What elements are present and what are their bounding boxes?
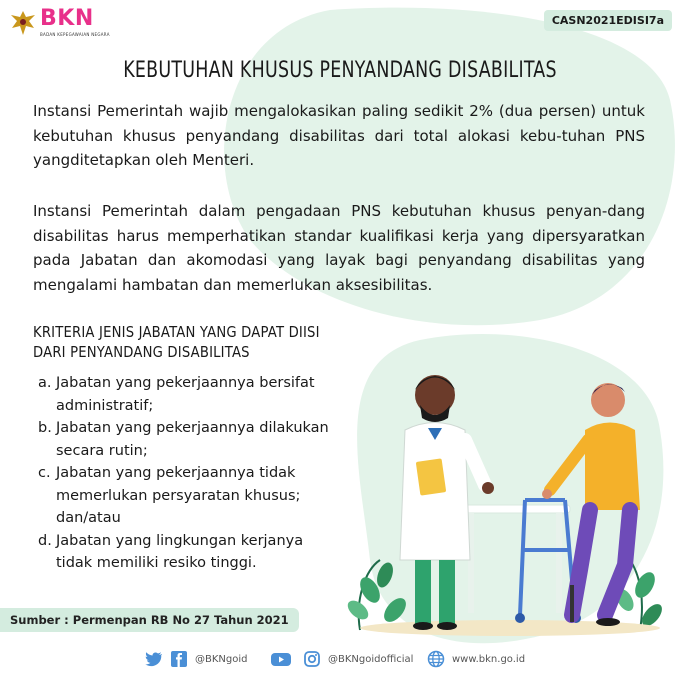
criteria-item-letter: a. [38, 375, 52, 391]
globe-icon[interactable] [427, 650, 445, 668]
social-handle-2[interactable]: @BKNgoidofficial [328, 654, 414, 665]
illustration-doctor-and-patient [340, 360, 675, 640]
twitter-icon[interactable] [145, 650, 163, 668]
criteria-heading-line1: KRITERIA JENIS JABATAN YANG DAPAT DIISI [33, 323, 320, 341]
footer-social-bar [0, 640, 680, 680]
criteria-item-line: tidak memiliki resiko tinggi. [56, 555, 257, 571]
criteria-item-line: secara rutin; [56, 442, 148, 459]
criteria-item-line: memerlukan persyaratan khusus; [56, 487, 301, 504]
criteria-item [38, 417, 378, 462]
criteria-item-text [56, 530, 303, 575]
garuda-emblem-icon [8, 8, 38, 38]
criteria-item-text [56, 417, 329, 462]
criteria-item [38, 530, 378, 575]
criteria-item-letter: c. [38, 465, 51, 481]
youtube-icon[interactable] [270, 650, 292, 668]
criteria-heading [33, 322, 320, 362]
logo-text: BKN [40, 6, 94, 31]
social-handle-1[interactable]: @BKNgoid [195, 654, 248, 665]
plant-left-icon [344, 560, 410, 630]
edition-tag: CASN2021EDISI7a [544, 10, 672, 31]
source-note: Sumber : Permenpan RB No 27 Tahun 2021 [0, 608, 299, 632]
criteria-item-line: Jabatan yang lingkungan kerjanya [56, 532, 304, 549]
criteria-item-line: Jabatan yang pekerjaannya bersifat [56, 375, 315, 391]
facebook-icon[interactable] [170, 650, 188, 668]
criteria-item-line: Jabatan yang pekerjaannya tidak [56, 465, 296, 481]
doctor-figure [400, 375, 494, 630]
paragraph-2: Instansi Pemerintah dalam pengadaan PNS kebutuhan khusus penyan-dang disabilitas harus memperhatikan standar kualifikasi kerja yang dipersyaratkan pada Jabatan dan akomodasi yang layak bagi penyandang disabilitas yang mengalami hambatan dan memerlukan aksesibilitas. [33, 202, 645, 294]
criteria-item-line: administratif; [56, 397, 154, 414]
criteria-item-letter: d. [38, 532, 52, 549]
instagram-icon[interactable] [303, 650, 321, 668]
criteria-heading-line2: DARI PENYANDANG DISABILITAS [33, 343, 250, 361]
page-title: KEBUTUHAN KHUSUS PENYANDANG DISABILITAS [123, 58, 557, 83]
criteria-item-letter: b. [38, 420, 52, 436]
criteria-item-line: Jabatan yang pekerjaannya dilakukan [56, 420, 329, 436]
paragraph-1: Instansi Pemerintah wajib mengalokasikan paling sedikit 2% (dua persen) untuk kebutuhan khusus penyandang disabilitas dari total alokasi kebu-tuhan PNS yangditetapkan oleh Menteri. [33, 102, 645, 169]
criteria-item-text [56, 462, 300, 530]
website-link[interactable]: www.bkn.go.id [452, 654, 526, 665]
criteria-item [38, 462, 378, 530]
logo-subtext: BADAN KEPEGAWAIAN NEGARA [40, 32, 110, 37]
criteria-list [38, 372, 378, 575]
criteria-item-text [56, 372, 315, 417]
criteria-item-line: dan/atau [56, 510, 121, 526]
criteria-item [38, 372, 378, 417]
